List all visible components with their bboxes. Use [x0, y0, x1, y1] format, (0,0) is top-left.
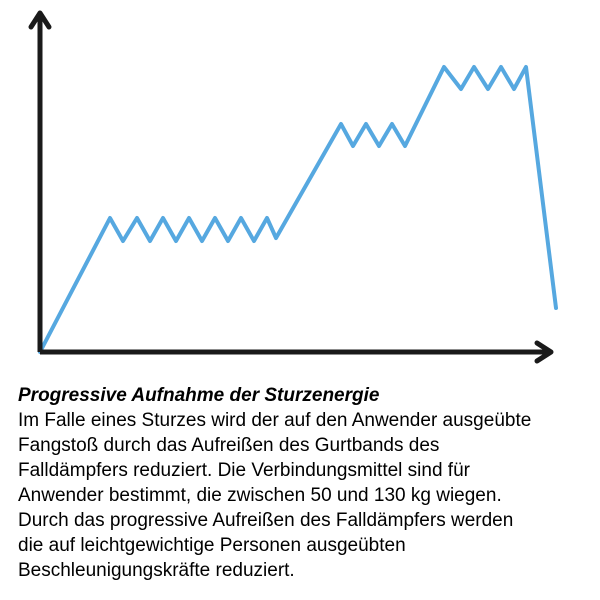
caption-line: Beschleunigungskräfte reduziert.	[18, 560, 295, 581]
caption-line: Durch das progressive Aufreißen des Falldämpfers werden	[18, 510, 514, 531]
caption-title: Progressive Aufnahme der Sturzenergie	[18, 385, 380, 406]
caption-line: Im Falle eines Sturzes wird der auf den Anwender ausgeübte	[18, 410, 532, 431]
force-curve	[40, 67, 556, 352]
caption-line: Falldämpfers reduziert. Die Verbindungsmittel sind für	[18, 460, 470, 481]
caption-line: Fangstoß durch das Aufreißen des Gurtbands des	[18, 435, 440, 456]
caption	[18, 384, 593, 583]
caption-line: die auf leichtgewichtige Personen ausgeübten	[18, 535, 406, 556]
caption-line: Anwender bestimmt, die zwischen 50 und 130 kg wiegen.	[18, 485, 502, 506]
